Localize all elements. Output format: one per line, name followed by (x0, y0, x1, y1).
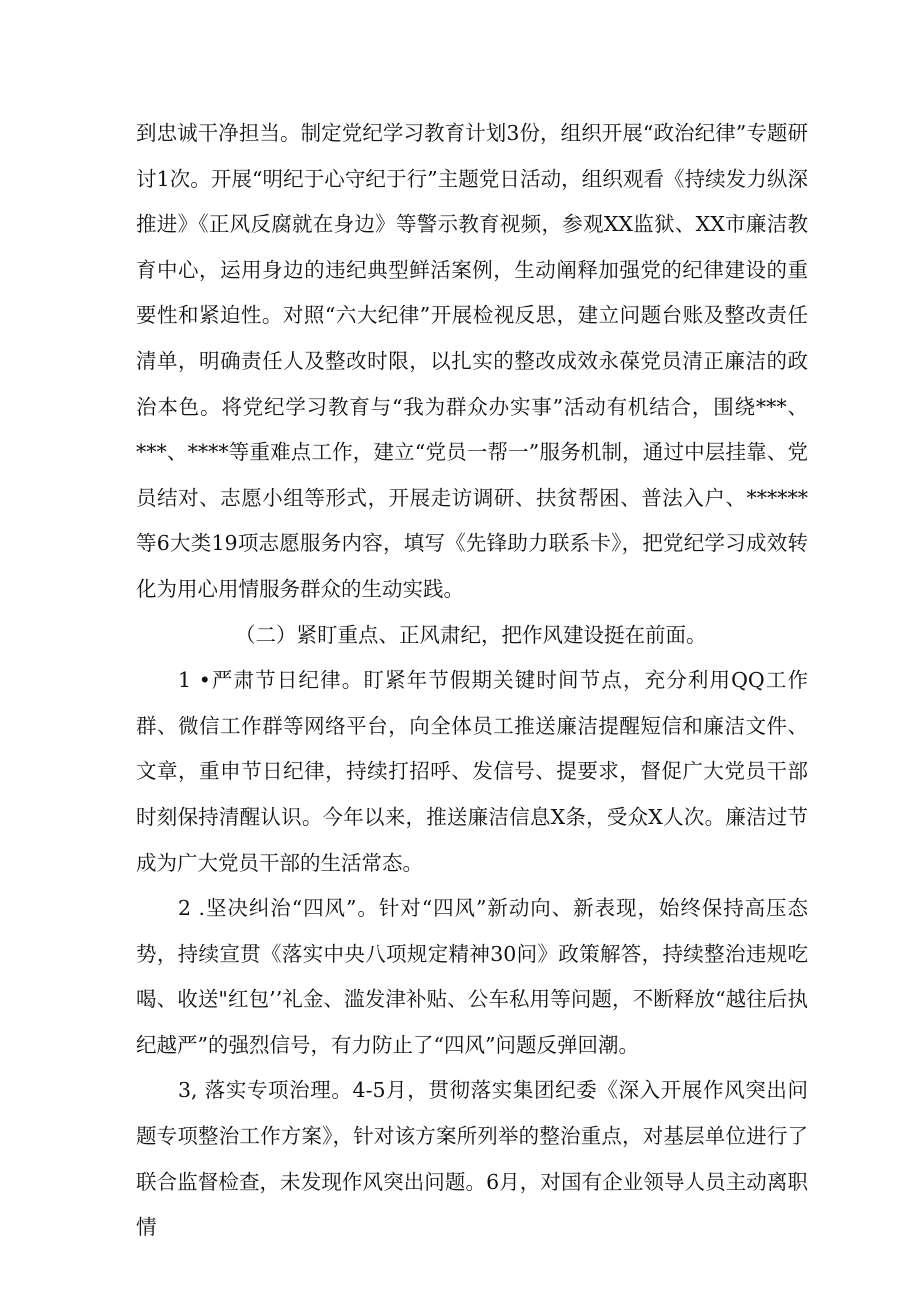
paragraph-special-governance: 3, 落实专项治理。4-5月，贯彻落实集团纪委《深入开展作风突出问题专项整治工作方案》，针对该方案所列举的整治重点，对基层单位进行了联合监督检查，未发现作风突出问题。6月，对国有企业领导人员主动离职情 (136, 1078, 808, 1240)
paragraph-four-winds: 2 .坚决纠治“四风”。针对“四风”新动向、新表现，始终保持高压态势，持续宣贯《落实中央八项规定精神30问》政策解答，持续整治违规吃喝、收送"红包’’礼金、滥发津补贴、公车私用等问题，不断释放“越往后执纪越严”的强烈信号，有力防止了“四风”问题反弹回潮。 (136, 896, 808, 1057)
paragraph-holiday-discipline: 1 •严肃节日纪律。盯紧年节假期关键时间节点，充分利用QQ工作群、微信工作群等网络平台，向全体员工推送廉洁提醒短信和廉洁文件、文章，重申节日纪律，持续打招呼、发信号、提要求，督促广大党员干部时刻保持清醒认识。今年以来，推送廉洁信息X条，受众X人次。廉洁过节成为广大党员干部的生活常态。 (136, 668, 808, 875)
section-heading-style-building: （二）紧盯重点、正风肃纪，把作风建设挺在前面。 (235, 622, 707, 647)
paragraph-party-discipline-education: 到忠诚干净担当。制定党纪学习教育计划3份，组织开展“政治纪律”专题研讨1次。开展“明纪于心守纪于行”主题党日活动，组织观看《持续发力纵深推进》《正风反腐就在身边》等警示教育视频，参观XX监狱、XX市廉洁教育中心，运用身边的违纪典型鲜活案例，生动阐释加强党的纪律建设的重要性和紧迫性。对照“六大纪律”开展检视反思，建立问题台账及整改责任清单，明确责任人及整改时限，以扎实的整改成效永葆党员清正廉洁的政治本色。将党纪学习教育与“我为群众办实事”活动有机结合，围绕***、***、****等重难点工作，建立“党员一帮一”服务机制，通过中层挂靠、党员结对、志愿小组等形式，开展走访调研、扶贫帮困、普法入户、******等6大类19项志愿服务内容，填写《先锋助力联系卡》，把党纪学习成效转化为用心用情服务群众的生动实践。 (136, 121, 808, 601)
document-body (136, 111, 808, 1251)
